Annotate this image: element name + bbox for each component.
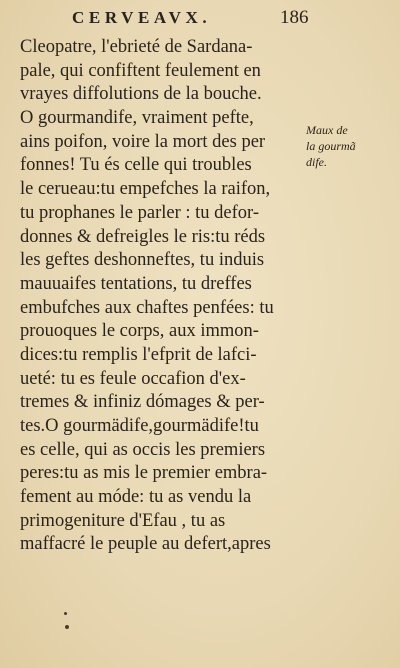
text-line: pale, qui confiftent feulement en bbox=[20, 60, 261, 81]
text-line: peres:tu as mis le premier embra- bbox=[20, 463, 268, 484]
text-line: donnes & defreigles le ris:tu réds bbox=[20, 226, 266, 247]
text-line: tremes & infiniz dómages & per- bbox=[20, 392, 265, 413]
text-line: les geftes deshonneftes, tu induis bbox=[20, 250, 265, 271]
text-line: fonnes! Tu és celle qui troubles bbox=[20, 155, 252, 176]
ink-speck bbox=[64, 612, 67, 615]
margin-note-line: la gourmã bbox=[306, 139, 356, 153]
running-head: CERVEAVX. bbox=[72, 8, 212, 27]
text-line: dices:tu remplis l'efprit de lafci- bbox=[20, 344, 257, 365]
text-line: primogeniture d'Efau , tu as bbox=[20, 510, 226, 531]
margin-note bbox=[306, 122, 356, 170]
text-line: vrayes diffolutions de la bouche. bbox=[20, 84, 262, 105]
text-line: O gourmandife, vraiment pefte, bbox=[20, 108, 254, 129]
text-line: tu prophanes le parler : tu defor- bbox=[20, 202, 260, 223]
text-line: fement au móde: tu as vendu la bbox=[20, 487, 252, 508]
text-line: mauuaifes tentations, tu dreffes bbox=[20, 273, 252, 294]
ink-speck bbox=[65, 625, 69, 629]
text-line: le cerueau:tu empefches la raifon, bbox=[20, 179, 271, 200]
text-line: ains poifon, voire la mort des per bbox=[20, 131, 266, 152]
margin-note-line: dife. bbox=[306, 155, 327, 169]
text-line: prouoques le corps, aux immon- bbox=[20, 321, 259, 342]
text-line: embufches aux chaftes penfées: tu bbox=[20, 297, 274, 318]
text-line: tes.O gourmädife,gourmädife!tu bbox=[20, 416, 259, 436]
text-line: maffacré le peuple au defert,apres bbox=[20, 534, 271, 555]
text-line: ueté: tu es feule occafion d'ex- bbox=[20, 368, 246, 389]
text-line: es celle, qui as occis les premiers bbox=[20, 439, 266, 460]
body-text bbox=[20, 36, 350, 557]
text-line: Cleopatre, l'ebrieté de Sardana- bbox=[20, 37, 253, 57]
page-header bbox=[0, 8, 400, 34]
page-number: 186 bbox=[280, 7, 309, 28]
margin-note-line: Maux de bbox=[306, 123, 348, 137]
